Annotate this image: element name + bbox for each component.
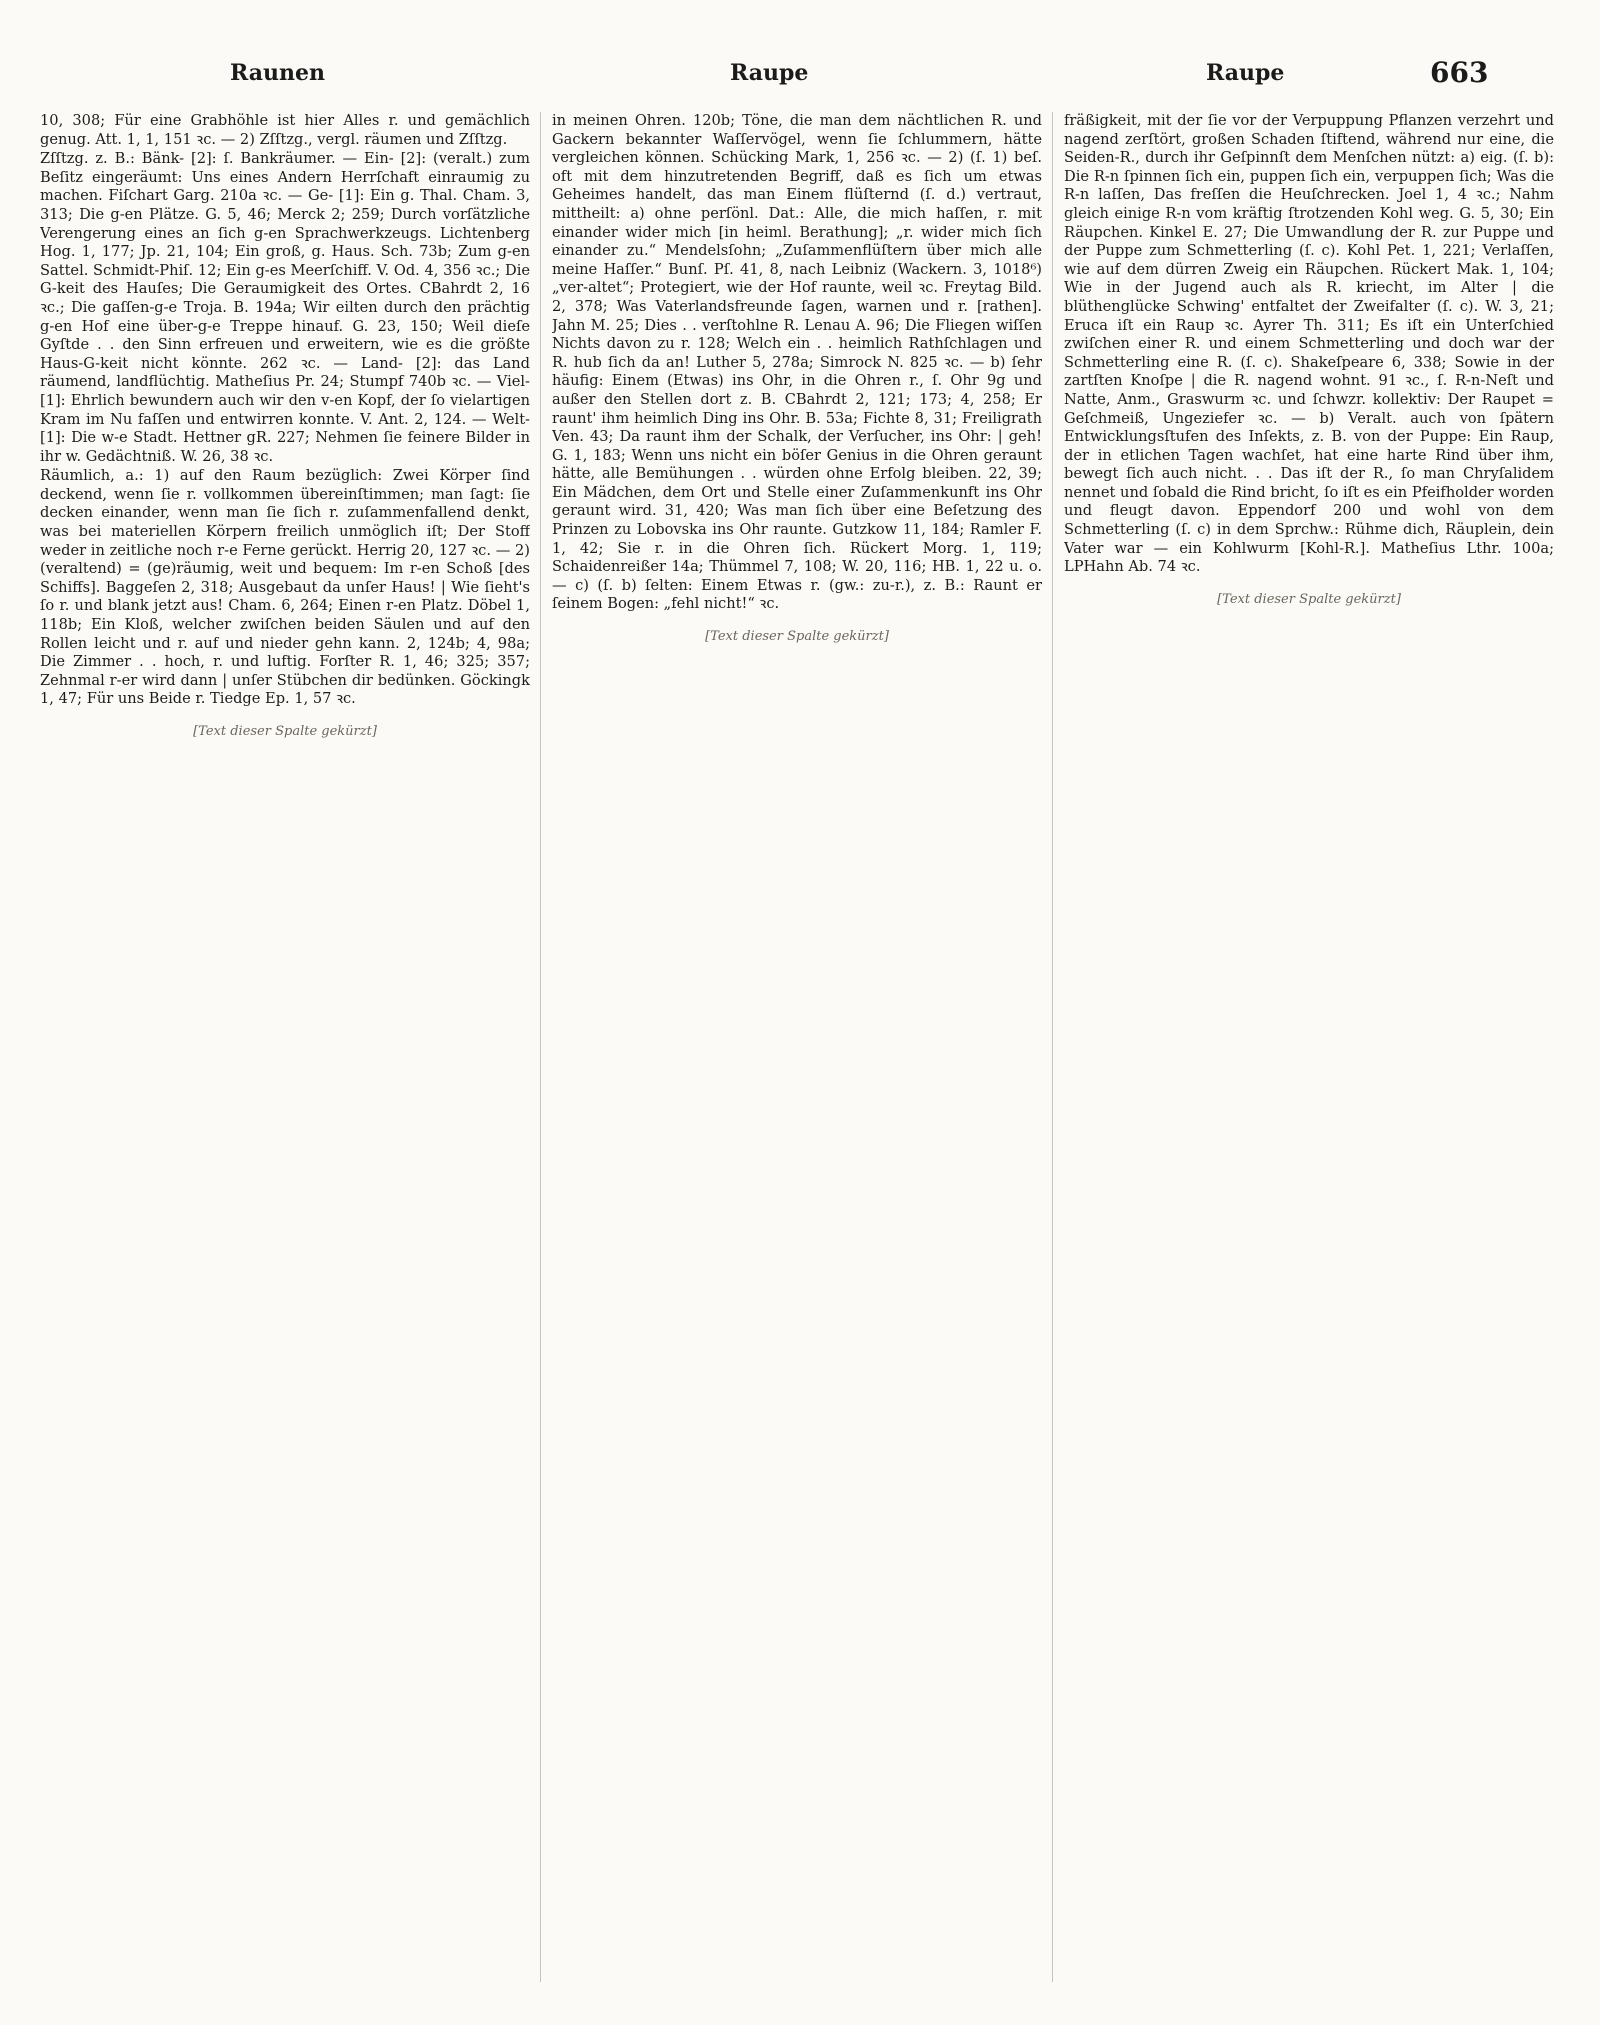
- dictionary-paragraph: in meinen Ohren. 120b; Töne, die man dem nächtlichen R. und Gackern bekannter Waſſervögel, wenn ſie ſchlummern, hätte vergleichen können. Schücking Mark, 1, 256 ꝛc. — 2) (ſ. 1) beſ. oft mit dem hinzutretenden Begriff, daß es ſich um etwas Geheimes handelt, das man Einem flüſternd (ſ. d.) vertraut, mittheilt: a) ohne perſönl. Dat.: Alle, die mich haſſen, r. mit einander wider mich [in heiml. Berathung]; „r. wider mich ſich einander zu.“ Mendelsſohn; „Zuſammenflüſtern über mich alle meine Haſſer.“ Bunſ. Pſ. 41, 8, nach Leibniz (Wackern. 3, 1018⁶) „ver-altet“; Protegiert, wie der Hof raunte, weil ꝛc. Freytag Bild. 2, 378; Was Vaterlandsfreunde ſagen, warnen und r. [rathen]. Jahn M. 25; Dies . . verſtohlne R. Lenau A. 96; Die Fliegen wiſſen Nichts davon zu r. 128; Welch ein . . heimlich Rathſchlagen und R. hub ſich da an! Luther 5, 278a; Simrock N. 825 ꝛc. — b) ſehr häufig: Einem (Etwas) ins Ohr, in die Ohren r., ſ. Ohr 9g und außer den Stellen dort z. B. CBahrdt 2, 121; 173; 4, 258; Er raunt' ihm heimlich Ding ins Ohr. B. 53a; Fichte 8, 31; Freiligrath Ven. 43; Da raunt ihm der Schalk, der Verſucher, ins Ohr: | geh! G. 1, 183; Wenn uns nicht ein böſer Genius in die Ohren geraunt hätte, alle Bemühungen . . würden ohne Erfolg bleiben. 22, 39; Ein Mädchen, dem Ort und Stelle einer Zuſammenkunft ins Ohr geraunt wird. 31, 420; Was man ſich über eine Beſetzung des Prinzen zu Lobovska ins Ohr raunte. Gutzkow 11, 184; Ramler F. 1, 42; Sie r. in die Ohren ſich. Rückert Morg. 1, 119; Schaidenreißer 14a; Thümmel 7, 108; W. 20, 116; HB. 1, 22 u. o. — c) (ſ. b) ſelten: Einem Etwas r. (gw.: zu-r.), z. B.: Raunt er ſeinem Bogen: „fehl nicht!“ ꝛc.: [552, 112, 1042, 613]
- dictionary-paragraph: 10, 308; Für eine Grabhöhle ist hier Alles r. und gemächlich genug. Att. 1, 1, 151 ꝛc. — 2) Zſſtzg., vergl. räumen und Zſſtzg.: [40, 112, 530, 148]
- running-head-right: Raupe: [1206, 60, 1285, 86]
- running-header: [0, 52, 1600, 92]
- omission-note: [Text dieser Spalte gekürzt]: [193, 724, 377, 739]
- text-columns: [40, 112, 1560, 1992]
- dictionary-paragraph: fräßigkeit, mit der ſie vor der Verpuppung Pflanzen verzehrt und nagend zerſtört, großen Schaden ſtiftend, während nur eine, die Seiden-R., durch ihr Geſpinnſt dem Menſchen nützt: a) eig. (ſ. b): Die R-n ſpinnen ſich ein, puppen ſich ein, verpuppen ſich; Was die R-n laſſen, Das freſſen die Heuſchrecken. Joel 1, 4 ꝛc.; Nahm gleich einige R-n vom kräftig ſtrotzenden Kohl weg. G. 5, 30; Ein Räupchen. Kinkel E. 27; Die Umwandlung der R. zur Puppe und der Puppe zum Schmetterling (ſ. c). Kohl Pet. 1, 221; Verlaſſen, wie auf dem dürren Zweig ein Räupchen. Rückert Mak. 1, 104; Wie in der Jugend auch als R. kriecht, im Alter | die blüthenglücke Schwing' entfaltet der Zweifalter (ſ. c). W. 3, 21; Eruca iſt ein Raup ꝛc. Ayrer Th. 311; Es iſt ein Unterſchied zwiſchen einer R. und einem Schmetterling und doch war der Schmetterling eine R. (ſ. c). Shakeſpeare 6, 338; Sowie in der zartſten Knoſpe | die R. nagend wohnt. 91 ꝛc., ſ. R-n-Neſt und Natte, Anm., Graswurm ꝛc. und ſchwzr. kollektiv: Der Raupet = Geſchmeiß, Ungeziefer ꝛc. — b) Veralt. auch von ſpätern Entwicklungsſtufen des Inſekts, z. B. von der Puppe: Ein Raup, der in etlichen Tagen wachſet, hat eine harte Rind über ihm, bewegt ſich auch nicht. . . Das iſt der R., ſo man Chryſalidem nennet und ſobald die Rind bricht, ſo iſt es ein Pfeifholder worden und fleugt davon. Eppendorf 200 und wohl von dem Schmetterling (ſ. c) in dem Sprchw.: Rühme dich, Räuplein, dein Vater war — ein Kohlwurm [Kohl-R.]. Matheſius Lthr. 100a; LPHahn Ab. 74 ꝛc.: [1064, 112, 1554, 576]
- dictionary-paragraph: Räumlich, a.: 1) auf den Raum bezüglich: Zwei Körper ſind deckend, wenn ſie r. vollkommen übereinſtimmen; man ſagt: ſie decken einander, wenn man ſie ſich r. zuſammenfallend denkt, was bei materiellen Körpern freilich unmöglich iſt; Der Stoff weder in zeitliche noch r-e Ferne gerückt. Herrig 20, 127 ꝛc. — 2) (veraltend) = (ge)räumig, weit und bequem: Im r-en Schoß [des Schiffs]. Baggeſen 2, 318; Ausgebaut da unſer Haus! | Wie ſieht's ſo r. und blank jetzt aus! Cham. 6, 264; Einen r-en Platz. Döbel 1, 118b; Ein Kloß, welcher zwiſchen beiden Säulen und auf den Rollen leicht und r. auf und nieder gehn kann. 2, 124b; 4, 98a; Die Zimmer . . hoch, r. und luftig. Forſter R. 1, 46; 325; 357; Zehnmal r-er wird dann | unſer Stübchen dir bedünken. Göckingk 1, 47; Für uns Beide r. Tiedge Ep. 1, 57 ꝛc.: [40, 467, 530, 708]
- column-divider: [1052, 112, 1053, 1982]
- running-head-left: Raunen: [230, 60, 326, 86]
- column-divider: [540, 112, 541, 1982]
- column-middle: [552, 112, 1042, 1982]
- running-head-center: Raupe: [730, 60, 809, 86]
- omission-note: [Text dieser Spalte gekürzt]: [1217, 591, 1401, 607]
- omission-note: [Text dieser Spalte gekürzt]: [705, 629, 889, 645]
- column-right: [1064, 112, 1554, 1982]
- column-left: [40, 112, 530, 1982]
- dictionary-paragraph: Zſſtzg. z. B.: Bänk- [2]: ſ. Bankräumer. — Ein- [2]: (veralt.) zum Beſitz eingeräumt: Uns eines Andern Herrſchaft einraumig zu machen. Fiſchart Garg. 210a ꝛc. — Ge- [1]: Ein g. Thal. Cham. 3, 313; Die g-en Plätze. G. 5, 46; Merck 2; 259; Durch vorſätzliche Verengerung eines an ſich g-en Sprachwerkzeugs. Lichtenberg Hog. 1, 177; Jp. 21, 104; Ein groß, g. Haus. Sch. 73b; Zum g-en Sattel. Schmidt-Phiſ. 12; Ein g-es Meerſchiff. V. Od. 4, 356 ꝛc.; Die G-keit des Hauſes; Die Geraumigkeit des Ortes. CBahrdt 2, 16 ꝛc.; Die gaſſen-g-e Troja. B. 194a; Wir eilten durch den prächtig g-en Hof eine über-g-e Treppe hinauf. G. 23, 150; Weil dieſe Gyſtde . . den Sinn erfreuen und erweitern, wie es die größte Haus-G-keit nicht könnte. 262 ꝛc. — Land- [2]: das Land räumend, landflüchtig. Matheſius Pr. 24; Stumpf 740b ꝛc. — Viel- [1]: Ehrlich bewundern auch wir den v-en Kopf, der ſo vielartigen Kram im Nu faſſen und entwirren konnte. V. Ant. 2, 124. — Welt- [1]: Die w-e Stadt. Hettner gR. 227; Nehmen ſie feinere Bilder in ihr w. Gedächtniß. W. 26, 38 ꝛc.: [40, 150, 530, 465]
- page-number: 663: [1430, 56, 1489, 89]
